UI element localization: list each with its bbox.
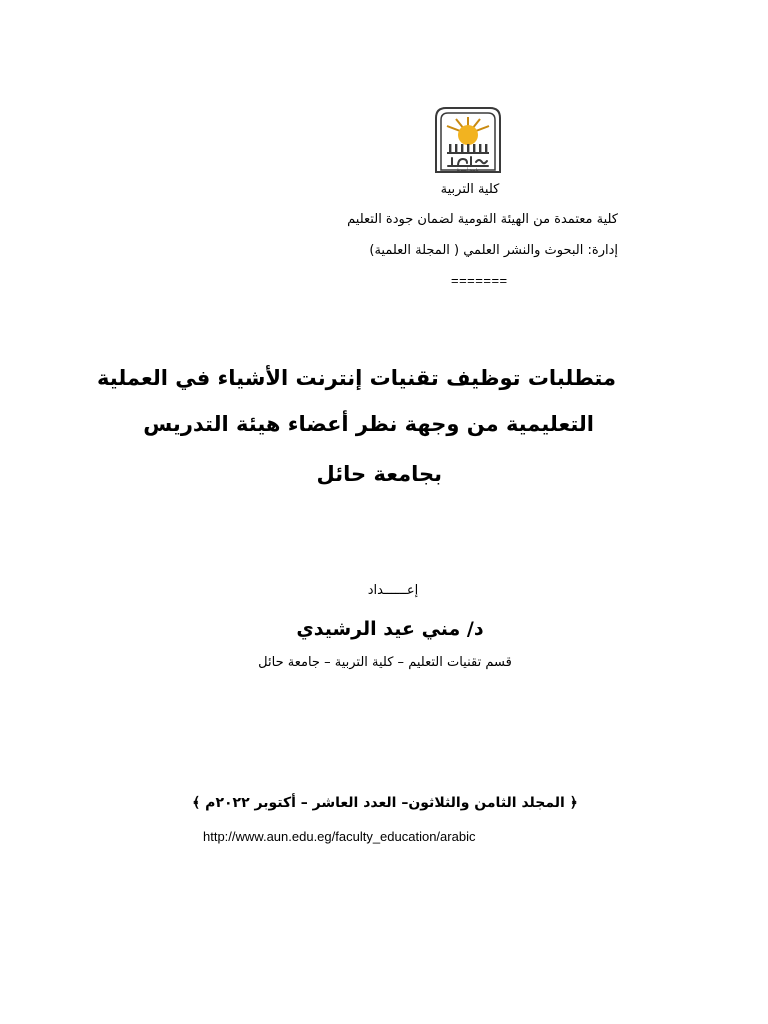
accreditation-text: كلية معتمدة من الهيئة القومية لضمان جودة التعليم [347, 212, 618, 227]
logo-text: جامعة أسيوط [456, 167, 480, 172]
university-seal-icon [432, 104, 504, 174]
faculty-name: كلية التربية [440, 182, 500, 197]
title-line-3: بجامعة حائل [316, 462, 442, 486]
author-name: د/ مني عيد الرشيدي [296, 618, 484, 640]
title-line-2: التعليمية من وجهة نظر أعضاء هيئة التدريس [143, 412, 594, 436]
issue-info: ﴿ المجلد الثامن والثلاثون– العدد العاشر – أكتوبر ٢٠٢٢م ﴾ [192, 795, 578, 811]
journal-url[interactable]: http://www.aun.edu.eg/faculty_education/arabic [203, 829, 476, 844]
title-line-1: متطلبات توظيف تقنيات إنترنت الأشياء في العملية [97, 366, 616, 390]
prepared-by-label: إعــــــداد [367, 583, 419, 598]
separator: ======= [451, 273, 508, 288]
author-affiliation: قسم تقنيات التعليم – كلية التربية – جامعة حائل [258, 655, 512, 670]
department-text: إدارة: البحوث والنشر العلمي ( المجلة العلمية) [369, 243, 618, 258]
